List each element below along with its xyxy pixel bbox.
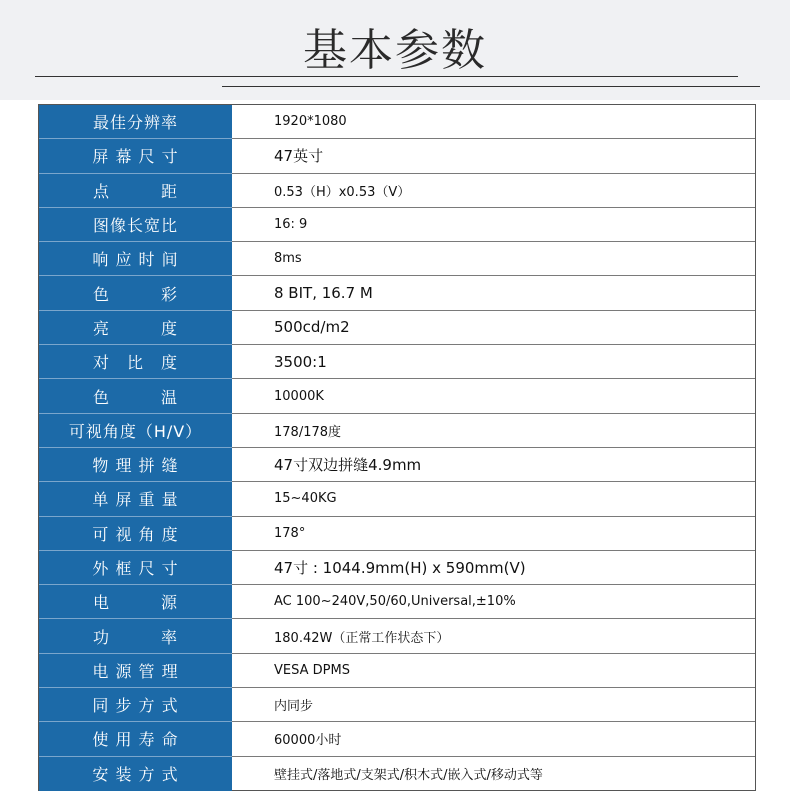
row-label: 功 率	[39, 619, 232, 653]
row-value: 47英寸	[232, 139, 755, 173]
row-value: 0.53（H）x0.53（V）	[232, 174, 755, 208]
row-label: 亮 度	[39, 311, 232, 345]
row-label: 单 屏 重 量	[39, 482, 232, 516]
table-row	[39, 551, 755, 585]
row-label: 色 彩	[39, 276, 232, 310]
row-label: 最佳分辨率	[39, 105, 232, 139]
row-label: 对 比 度	[39, 345, 232, 379]
row-value: 47寸 : 1044.9mm(H) x 590mm(V)	[232, 551, 755, 585]
header-band	[0, 0, 790, 100]
row-label: 安 装 方 式	[39, 757, 232, 791]
table-row	[39, 242, 755, 276]
table-row	[39, 311, 755, 345]
row-value: 178°	[232, 517, 755, 551]
table-row	[39, 139, 755, 173]
table-row	[39, 105, 755, 139]
row-label: 电 源	[39, 585, 232, 619]
table-row	[39, 757, 755, 791]
row-label: 同 步 方 式	[39, 688, 232, 722]
table-row	[39, 585, 755, 619]
row-label: 响 应 时 间	[39, 242, 232, 276]
row-value: 10000K	[232, 379, 755, 413]
row-value: 16: 9	[232, 208, 755, 242]
spec-table	[38, 104, 756, 791]
row-label: 点 距	[39, 174, 232, 208]
table-row	[39, 482, 755, 516]
table-row	[39, 654, 755, 688]
row-label: 可视角度（H/V）	[39, 414, 232, 448]
row-value: 500cd/m2	[232, 311, 755, 345]
title-underline	[35, 76, 738, 77]
row-label: 色 温	[39, 379, 232, 413]
table-row	[39, 722, 755, 756]
table-row	[39, 414, 755, 448]
row-value: 60000小时	[232, 722, 755, 756]
row-value: 内同步	[232, 688, 755, 722]
row-label: 使 用 寿 命	[39, 722, 232, 756]
row-label: 图像长宽比	[39, 208, 232, 242]
row-label: 外 框 尺 寸	[39, 551, 232, 585]
row-value: AC 100~240V,50/60,Universal,±10%	[232, 585, 755, 619]
row-value: 178/178度	[232, 414, 755, 448]
row-value: 1920*1080	[232, 105, 755, 139]
row-label: 屏 幕 尺 寸	[39, 139, 232, 173]
title-underline-secondary	[222, 86, 760, 87]
table-row	[39, 174, 755, 208]
row-value: 15~40KG	[232, 482, 755, 516]
row-value: 47寸双边拼缝4.9mm	[232, 448, 755, 482]
row-label: 电 源 管 理	[39, 654, 232, 688]
row-value: 3500:1	[232, 345, 755, 379]
row-label: 物 理 拼 缝	[39, 448, 232, 482]
table-row	[39, 345, 755, 379]
row-value: 8 BIT, 16.7 M	[232, 276, 755, 310]
page-title: 基本参数	[303, 25, 487, 76]
table-row	[39, 379, 755, 413]
row-value: VESA DPMS	[232, 654, 755, 688]
row-label: 可 视 角 度	[39, 517, 232, 551]
table-row	[39, 276, 755, 310]
row-value: 180.42W（正常工作状态下）	[232, 619, 755, 653]
table-row	[39, 688, 755, 722]
row-value: 壁挂式/落地式/支架式/积木式/嵌入式/移动式等	[274, 768, 543, 784]
row-value: 8ms	[232, 242, 755, 276]
table-row	[39, 448, 755, 482]
table-row	[39, 208, 755, 242]
table-row	[39, 517, 755, 551]
table-row	[39, 619, 755, 653]
